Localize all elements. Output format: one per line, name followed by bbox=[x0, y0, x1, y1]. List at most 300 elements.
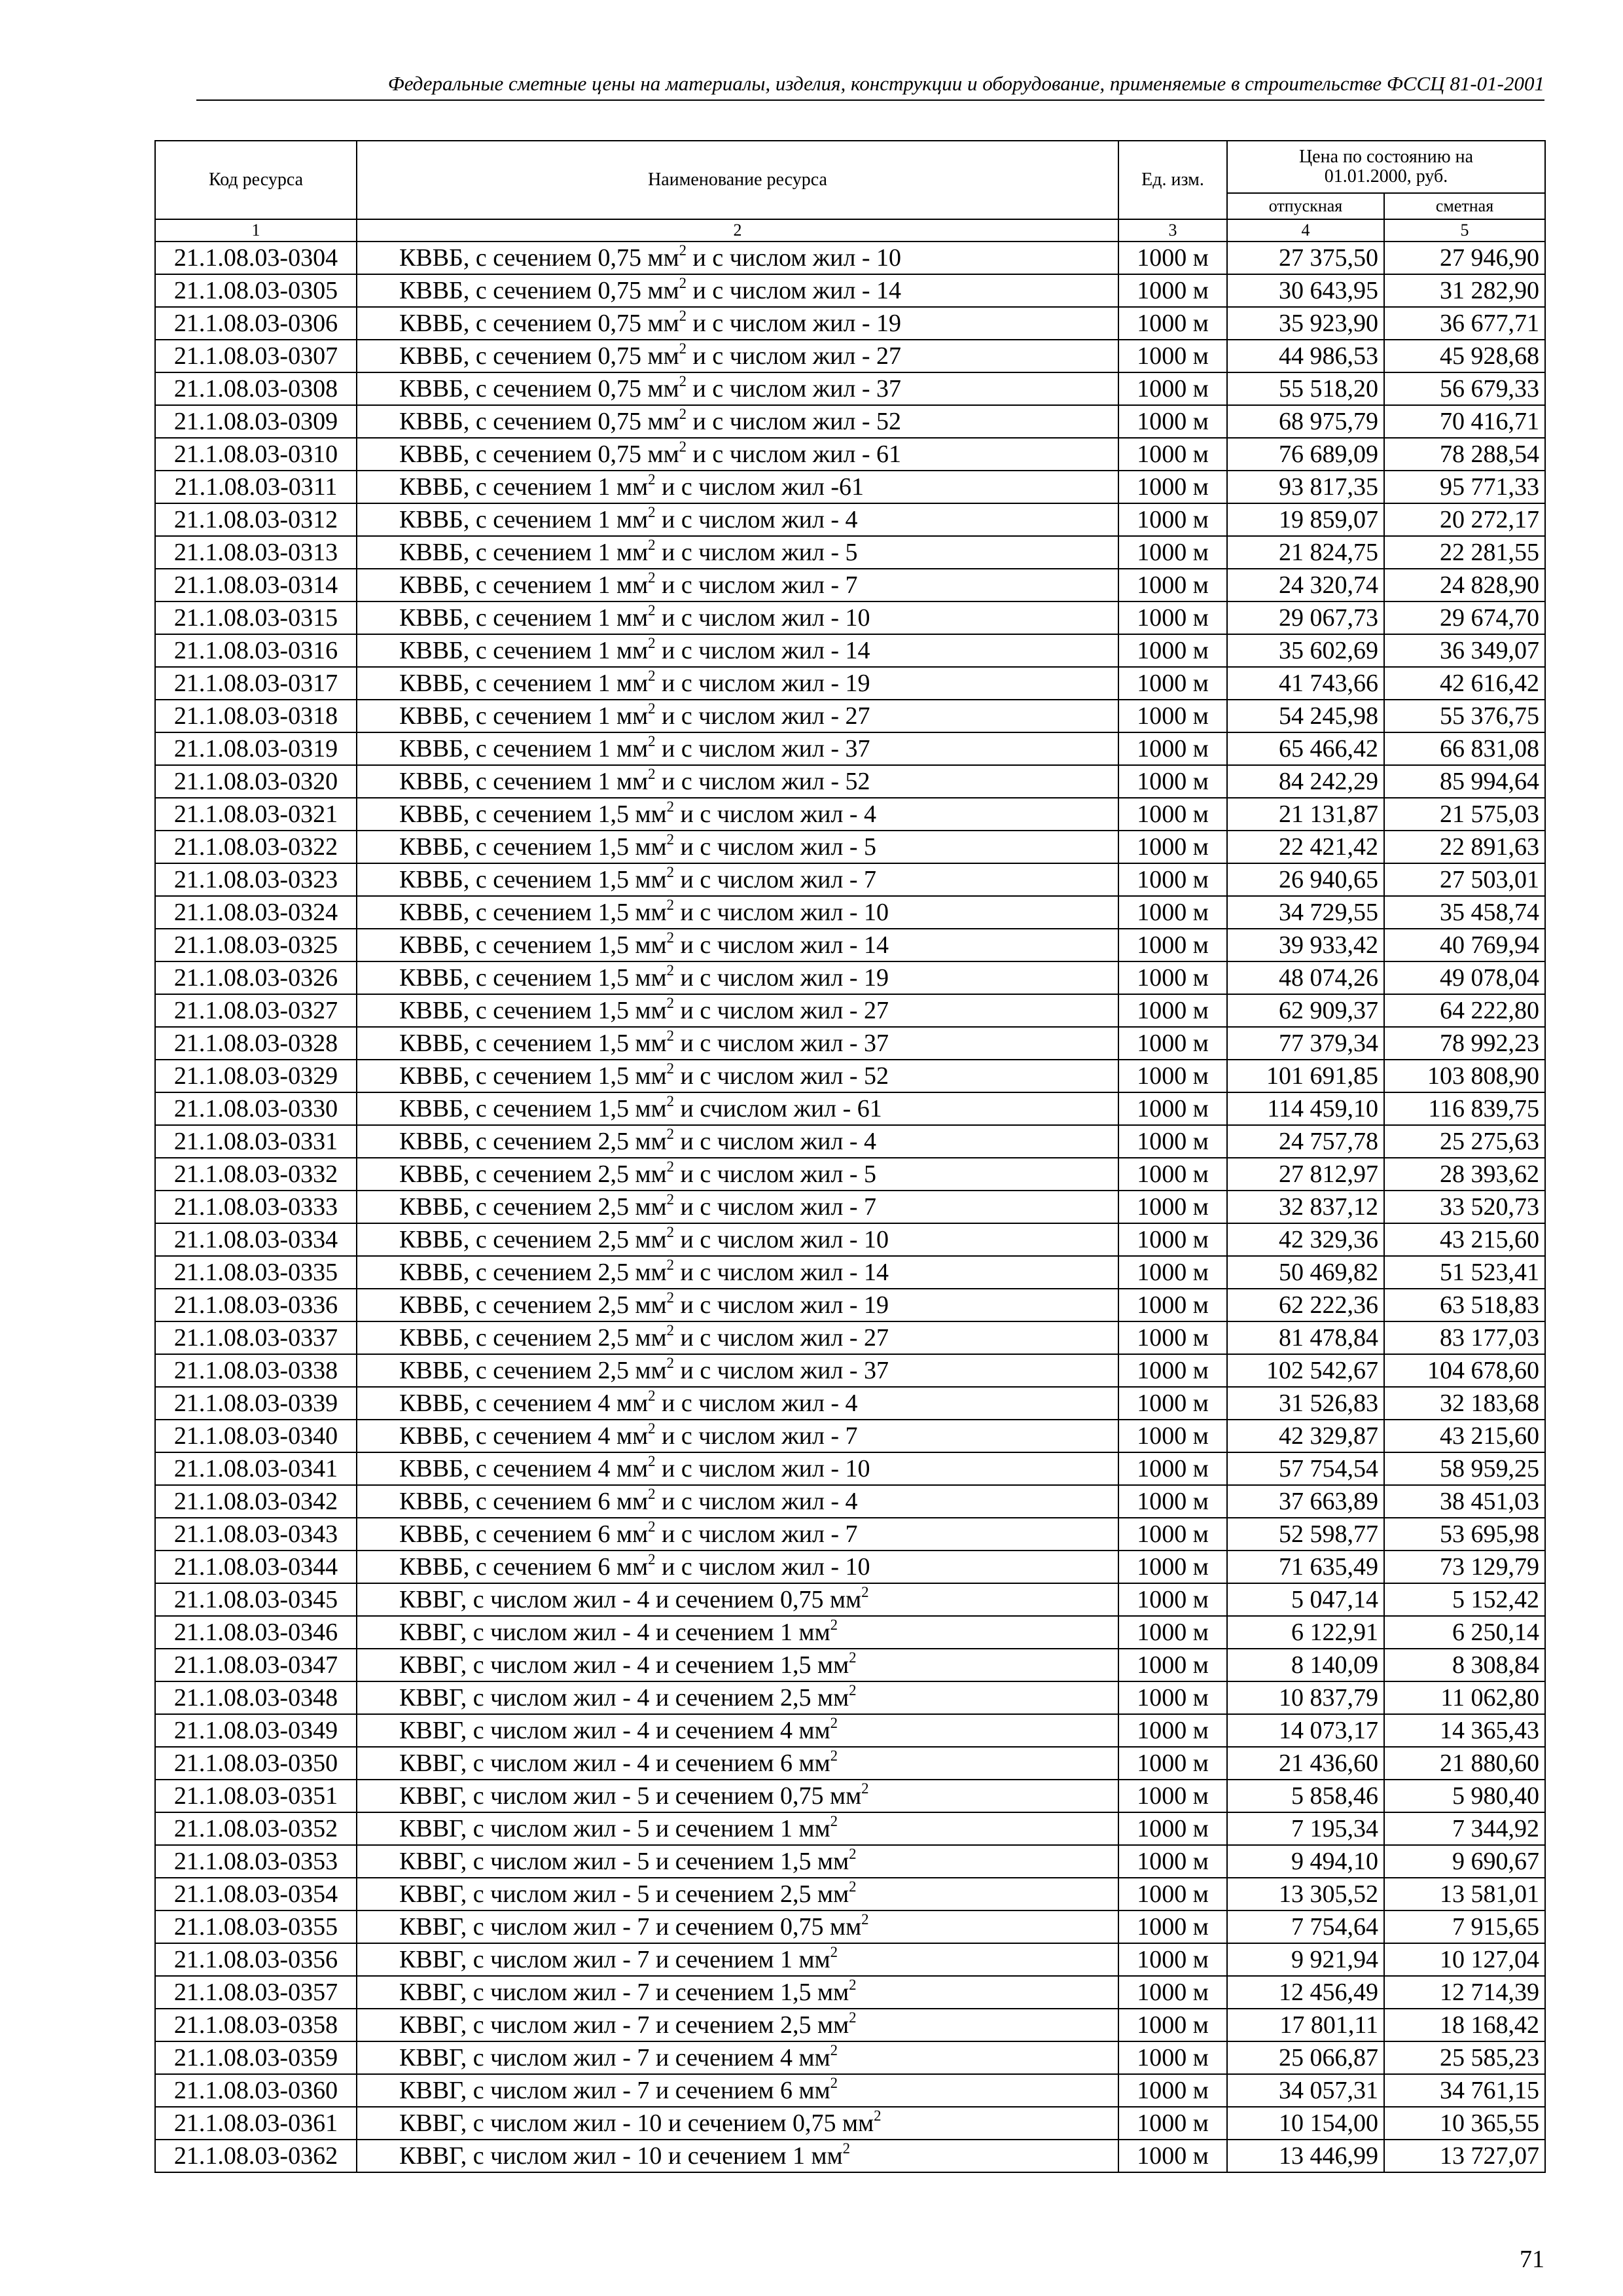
resource-name bbox=[357, 1158, 1118, 1191]
resource-code: 21.1.08.03-0306 bbox=[155, 307, 357, 340]
table-row bbox=[155, 1910, 1545, 1943]
estimate-price: 66 831,08 bbox=[1384, 732, 1545, 765]
running-header: Федеральные сметные цены на материалы, изделия, конструкции и оборудование, применяемые в строительстве ФССЦ 81-01-2001 bbox=[196, 71, 1544, 101]
table-row bbox=[155, 1780, 1545, 1812]
estimate-price: 38 451,03 bbox=[1384, 1485, 1545, 1518]
column-number-2: 2 bbox=[357, 219, 1118, 242]
unit-of-measure: 1000 м bbox=[1118, 929, 1227, 961]
unit-of-measure: 1000 м bbox=[1118, 667, 1227, 700]
estimate-price: 27 503,01 bbox=[1384, 863, 1545, 896]
table-body bbox=[155, 242, 1545, 2172]
release-price: 35 923,90 bbox=[1227, 307, 1384, 340]
unit-of-measure: 1000 м bbox=[1118, 1976, 1227, 2009]
resource-name bbox=[357, 1780, 1118, 1812]
resource-name bbox=[357, 1681, 1118, 1714]
table-row bbox=[155, 1812, 1545, 1845]
resource-name bbox=[357, 601, 1118, 634]
unit-exponent: 2 bbox=[648, 471, 656, 488]
resource-name-suffix: и с числом жил - 10 bbox=[655, 604, 870, 632]
unit-exponent: 2 bbox=[830, 2075, 838, 2092]
unit-of-measure: 1000 м bbox=[1118, 569, 1227, 601]
resource-name-text: КВВБ, с сечением 1,5 мм bbox=[399, 1095, 667, 1122]
unit-exponent: 2 bbox=[648, 504, 656, 521]
resource-name bbox=[357, 536, 1118, 569]
release-price: 54 245,98 bbox=[1227, 700, 1384, 732]
unit-exponent: 2 bbox=[666, 1224, 675, 1241]
unit-of-measure: 1000 м bbox=[1118, 1289, 1227, 1321]
resource-name-text: КВВБ, с сечением 1,5 мм bbox=[399, 964, 667, 992]
release-price: 77 379,34 bbox=[1227, 1027, 1384, 1060]
unit-of-measure: 1000 м bbox=[1118, 732, 1227, 765]
unit-of-measure: 1000 м bbox=[1118, 1878, 1227, 1910]
table-row bbox=[155, 307, 1545, 340]
header-unit: Ед. изм. bbox=[1118, 141, 1227, 219]
unit-of-measure: 1000 м bbox=[1118, 896, 1227, 929]
resource-name-text: КВВБ, с сечением 1 мм bbox=[399, 473, 649, 501]
resource-code: 21.1.08.03-0332 bbox=[155, 1158, 357, 1191]
estimate-price: 33 520,73 bbox=[1384, 1191, 1545, 1223]
table-row bbox=[155, 2009, 1545, 2041]
resource-code: 21.1.08.03-0351 bbox=[155, 1780, 357, 1812]
resource-name-text: КВВБ, с сечением 1 мм bbox=[399, 539, 649, 566]
unit-exponent: 2 bbox=[648, 537, 656, 554]
release-price: 39 933,42 bbox=[1227, 929, 1384, 961]
resource-code: 21.1.08.03-0319 bbox=[155, 732, 357, 765]
unit-of-measure: 1000 м bbox=[1118, 471, 1227, 503]
resource-name-suffix: и с числом жил - 27 bbox=[655, 702, 870, 730]
table-row bbox=[155, 1158, 1545, 1191]
resource-code: 21.1.08.03-0326 bbox=[155, 961, 357, 994]
resource-name bbox=[357, 242, 1118, 274]
table-row bbox=[155, 1943, 1545, 1976]
estimate-price: 49 078,04 bbox=[1384, 961, 1545, 994]
resource-code: 21.1.08.03-0348 bbox=[155, 1681, 357, 1714]
estimate-price: 22 891,63 bbox=[1384, 831, 1545, 863]
unit-exponent: 2 bbox=[679, 275, 687, 292]
resource-name bbox=[357, 1976, 1118, 2009]
release-price: 42 329,36 bbox=[1227, 1223, 1384, 1256]
resource-name-text: КВВГ, с числом жил - 7 и сечением 4 мм bbox=[399, 2044, 830, 2072]
resource-code: 21.1.08.03-0355 bbox=[155, 1910, 357, 1943]
resource-name bbox=[357, 1551, 1118, 1583]
estimate-price: 70 416,71 bbox=[1384, 405, 1545, 438]
unit-exponent: 2 bbox=[849, 1977, 857, 1994]
unit-of-measure: 1000 м bbox=[1118, 1452, 1227, 1485]
estimate-price: 10 127,04 bbox=[1384, 1943, 1545, 1976]
resource-name-suffix: и с числом жил - 37 bbox=[674, 1030, 889, 1057]
resource-name-text: КВВГ, с числом жил - 7 и сечением 1 мм bbox=[399, 1946, 830, 1973]
resource-name-text: КВВБ, с сечением 4 мм bbox=[399, 1455, 649, 1482]
estimate-price: 14 365,43 bbox=[1384, 1714, 1545, 1747]
release-price: 52 598,77 bbox=[1227, 1518, 1384, 1551]
unit-exponent: 2 bbox=[679, 439, 687, 456]
resource-code: 21.1.08.03-0350 bbox=[155, 1747, 357, 1780]
release-price: 55 518,20 bbox=[1227, 372, 1384, 405]
resource-name-text: КВВБ, с сечением 0,75 мм bbox=[399, 440, 679, 468]
table-row bbox=[155, 1125, 1545, 1158]
resource-code: 21.1.08.03-0336 bbox=[155, 1289, 357, 1321]
resource-name-text: КВВБ, с сечением 1 мм bbox=[399, 637, 649, 664]
release-price: 5 047,14 bbox=[1227, 1583, 1384, 1616]
table-row bbox=[155, 1649, 1545, 1681]
resource-name-suffix: и с числом жил - 19 bbox=[687, 310, 902, 337]
resource-name-suffix: и с числом жил -61 bbox=[655, 473, 865, 501]
resource-code: 21.1.08.03-0354 bbox=[155, 1878, 357, 1910]
table-row bbox=[155, 1714, 1545, 1747]
price-table bbox=[154, 140, 1546, 2173]
resource-code: 21.1.08.03-0327 bbox=[155, 994, 357, 1027]
estimate-price: 21 575,03 bbox=[1384, 798, 1545, 831]
resource-name bbox=[357, 569, 1118, 601]
release-price: 25 066,87 bbox=[1227, 2041, 1384, 2074]
release-price: 26 940,65 bbox=[1227, 863, 1384, 896]
resource-name bbox=[357, 634, 1118, 667]
resource-name-text: КВВБ, с сечением 1,5 мм bbox=[399, 1062, 667, 1090]
resource-name-suffix: и с числом жил - 14 bbox=[687, 277, 902, 304]
release-price: 34 729,55 bbox=[1227, 896, 1384, 929]
resource-name bbox=[357, 961, 1118, 994]
release-price: 30 643,95 bbox=[1227, 274, 1384, 307]
resource-name bbox=[357, 405, 1118, 438]
resource-name bbox=[357, 1256, 1118, 1289]
resource-code: 21.1.08.03-0322 bbox=[155, 831, 357, 863]
estimate-price: 13 581,01 bbox=[1384, 1878, 1545, 1910]
resource-name-suffix: и с числом жил - 4 bbox=[655, 1390, 858, 1417]
estimate-price: 40 769,94 bbox=[1384, 929, 1545, 961]
unit-of-measure: 1000 м bbox=[1118, 1354, 1227, 1387]
unit-of-measure: 1000 м bbox=[1118, 1681, 1227, 1714]
unit-of-measure: 1000 м bbox=[1118, 242, 1227, 274]
table-row bbox=[155, 634, 1545, 667]
unit-of-measure: 1000 м bbox=[1118, 405, 1227, 438]
estimate-price: 7 344,92 bbox=[1384, 1812, 1545, 1845]
header-price-group: Цена по состоянию на 01.01.2000, руб. bbox=[1227, 141, 1545, 193]
unit-of-measure: 1000 м bbox=[1118, 1943, 1227, 1976]
unit-exponent: 2 bbox=[666, 1289, 675, 1306]
resource-name-suffix: и с числом жил - 4 bbox=[655, 1488, 858, 1515]
resource-code: 21.1.08.03-0307 bbox=[155, 340, 357, 372]
resource-name bbox=[357, 929, 1118, 961]
resource-name bbox=[357, 1420, 1118, 1452]
resource-name-text: КВВГ, с числом жил - 4 и сечением 1,5 мм bbox=[399, 1651, 849, 1679]
unit-of-measure: 1000 м bbox=[1118, 961, 1227, 994]
table-row bbox=[155, 1551, 1545, 1583]
unit-of-measure: 1000 м bbox=[1118, 2107, 1227, 2140]
resource-name bbox=[357, 340, 1118, 372]
release-price: 22 421,42 bbox=[1227, 831, 1384, 863]
unit-exponent: 2 bbox=[830, 1748, 838, 1765]
resource-name-text: КВВБ, с сечением 1 мм bbox=[399, 506, 649, 533]
estimate-price: 42 616,42 bbox=[1384, 667, 1545, 700]
resource-name-text: КВВБ, с сечением 2,5 мм bbox=[399, 1160, 667, 1188]
resource-name bbox=[357, 274, 1118, 307]
unit-exponent: 2 bbox=[830, 1944, 838, 1961]
resource-name-text: КВВБ, с сечением 1 мм bbox=[399, 768, 649, 795]
unit-of-measure: 1000 м bbox=[1118, 1092, 1227, 1125]
table-row bbox=[155, 732, 1545, 765]
table-row bbox=[155, 471, 1545, 503]
unit-of-measure: 1000 м bbox=[1118, 1551, 1227, 1583]
resource-name-suffix: и с числом жил - 19 bbox=[655, 670, 870, 697]
resource-name bbox=[357, 307, 1118, 340]
resource-name bbox=[357, 1714, 1118, 1747]
resource-name bbox=[357, 438, 1118, 471]
table-row bbox=[155, 831, 1545, 863]
unit-of-measure: 1000 м bbox=[1118, 1420, 1227, 1452]
release-price: 21 131,87 bbox=[1227, 798, 1384, 831]
resource-code: 21.1.08.03-0344 bbox=[155, 1551, 357, 1583]
unit-exponent: 2 bbox=[679, 242, 687, 259]
unit-exponent: 2 bbox=[648, 1486, 656, 1503]
release-price: 102 542,67 bbox=[1227, 1354, 1384, 1387]
unit-exponent: 2 bbox=[666, 1093, 675, 1110]
resource-code: 21.1.08.03-0335 bbox=[155, 1256, 357, 1289]
table-row bbox=[155, 242, 1545, 274]
unit-of-measure: 1000 м bbox=[1118, 1125, 1227, 1158]
resource-name-text: КВВБ, с сечением 2,5 мм bbox=[399, 1291, 667, 1319]
resource-name-suffix: и с числом жил - 27 bbox=[674, 1324, 889, 1352]
resource-name-suffix: и с числом жил - 10 bbox=[687, 244, 902, 272]
table-row bbox=[155, 765, 1545, 798]
table-row bbox=[155, 1878, 1545, 1910]
estimate-price: 5 980,40 bbox=[1384, 1780, 1545, 1812]
release-price: 6 122,91 bbox=[1227, 1616, 1384, 1649]
release-price: 24 320,74 bbox=[1227, 569, 1384, 601]
table-row bbox=[155, 372, 1545, 405]
resource-name-text: КВВБ, с сечением 2,5 мм bbox=[399, 1357, 667, 1384]
resource-name-suffix: и с числом жил - 14 bbox=[655, 637, 870, 664]
resource-name-text: КВВГ, с числом жил - 10 и сечением 1 мм bbox=[399, 2142, 843, 2170]
resource-code: 21.1.08.03-0331 bbox=[155, 1125, 357, 1158]
resource-name bbox=[357, 667, 1118, 700]
header-release-price: отпускная bbox=[1227, 193, 1384, 219]
resource-name-text: КВВБ, с сечением 1,5 мм bbox=[399, 800, 667, 828]
unit-of-measure: 1000 м bbox=[1118, 1060, 1227, 1092]
resource-name-suffix: и с числом жил - 5 bbox=[674, 833, 877, 861]
table-row bbox=[155, 405, 1545, 438]
resource-name-text: КВВБ, с сечением 1 мм bbox=[399, 571, 649, 599]
resource-code: 21.1.08.03-0343 bbox=[155, 1518, 357, 1551]
table-row bbox=[155, 1223, 1545, 1256]
unit-exponent: 2 bbox=[666, 864, 675, 881]
estimate-price: 27 946,90 bbox=[1384, 242, 1545, 274]
unit-exponent: 2 bbox=[849, 2009, 857, 2026]
estimate-price: 45 928,68 bbox=[1384, 340, 1545, 372]
resource-name-text: КВВГ, с числом жил - 4 и сечением 4 мм bbox=[399, 1717, 830, 1744]
page-number: 71 bbox=[1520, 2246, 1544, 2273]
release-price: 14 073,17 bbox=[1227, 1714, 1384, 1747]
release-price: 27 375,50 bbox=[1227, 242, 1384, 274]
resource-name-text: КВВГ, с числом жил - 5 и сечением 2,5 мм bbox=[399, 1880, 849, 1908]
resource-name-suffix: и с числом жил - 14 bbox=[674, 931, 889, 959]
resource-name bbox=[357, 1223, 1118, 1256]
table-row bbox=[155, 896, 1545, 929]
table-row bbox=[155, 1092, 1545, 1125]
release-price: 101 691,85 bbox=[1227, 1060, 1384, 1092]
resource-code: 21.1.08.03-0347 bbox=[155, 1649, 357, 1681]
resource-name-text: КВВБ, с сечением 1,5 мм bbox=[399, 866, 667, 893]
release-price: 34 057,31 bbox=[1227, 2074, 1384, 2107]
table-row bbox=[155, 340, 1545, 372]
release-price: 65 466,42 bbox=[1227, 732, 1384, 765]
resource-name bbox=[357, 1060, 1118, 1092]
table-row bbox=[155, 994, 1545, 1027]
resource-name-text: КВВБ, с сечением 2,5 мм bbox=[399, 1193, 667, 1221]
release-price: 27 812,97 bbox=[1227, 1158, 1384, 1191]
unit-of-measure: 1000 м bbox=[1118, 2009, 1227, 2041]
table-row bbox=[155, 1518, 1545, 1551]
resource-name bbox=[357, 700, 1118, 732]
resource-name-suffix: и с числом жил - 4 bbox=[674, 800, 877, 828]
header-estimate-price: сметная bbox=[1384, 193, 1545, 219]
table-row bbox=[155, 1681, 1545, 1714]
unit-of-measure: 1000 м bbox=[1118, 700, 1227, 732]
resource-code: 21.1.08.03-0341 bbox=[155, 1452, 357, 1485]
unit-exponent: 2 bbox=[648, 1453, 656, 1470]
resource-code: 21.1.08.03-0357 bbox=[155, 1976, 357, 2009]
release-price: 37 663,89 bbox=[1227, 1485, 1384, 1518]
header-code: Код ресурса bbox=[155, 141, 357, 219]
estimate-price: 5 152,42 bbox=[1384, 1583, 1545, 1616]
unit-exponent: 2 bbox=[648, 1518, 656, 1535]
estimate-price: 28 393,62 bbox=[1384, 1158, 1545, 1191]
resource-name-text: КВВГ, с числом жил - 4 и сечением 1 мм bbox=[399, 1619, 830, 1646]
table-row bbox=[155, 274, 1545, 307]
resource-code: 21.1.08.03-0324 bbox=[155, 896, 357, 929]
estimate-price: 24 828,90 bbox=[1384, 569, 1545, 601]
table-row bbox=[155, 798, 1545, 831]
resource-name bbox=[357, 863, 1118, 896]
resource-code: 21.1.08.03-0308 bbox=[155, 372, 357, 405]
release-price: 71 635,49 bbox=[1227, 1551, 1384, 1583]
release-price: 29 067,73 bbox=[1227, 601, 1384, 634]
unit-exponent: 2 bbox=[679, 340, 687, 357]
table-row bbox=[155, 438, 1545, 471]
estimate-price: 31 282,90 bbox=[1384, 274, 1545, 307]
release-price: 21 436,60 bbox=[1227, 1747, 1384, 1780]
resource-code: 21.1.08.03-0318 bbox=[155, 700, 357, 732]
estimate-price: 10 365,55 bbox=[1384, 2107, 1545, 2140]
resource-name bbox=[357, 2140, 1118, 2172]
resource-name bbox=[357, 1289, 1118, 1321]
resource-code: 21.1.08.03-0356 bbox=[155, 1943, 357, 1976]
resource-name-suffix: и с числом жил - 37 bbox=[655, 735, 870, 762]
unit-exponent: 2 bbox=[648, 668, 656, 685]
release-price: 13 446,99 bbox=[1227, 2140, 1384, 2172]
resource-name-text: КВВГ, с числом жил - 7 и сечением 2,5 мм bbox=[399, 2011, 849, 2039]
unit-of-measure: 1000 м bbox=[1118, 1714, 1227, 1747]
resource-name bbox=[357, 1649, 1118, 1681]
table-row bbox=[155, 1420, 1545, 1452]
estimate-price: 53 695,98 bbox=[1384, 1518, 1545, 1551]
release-price: 81 478,84 bbox=[1227, 1321, 1384, 1354]
release-price: 19 859,07 bbox=[1227, 503, 1384, 536]
unit-of-measure: 1000 м bbox=[1118, 1649, 1227, 1681]
unit-exponent: 2 bbox=[861, 1911, 869, 1928]
resource-code: 21.1.08.03-0317 bbox=[155, 667, 357, 700]
estimate-price: 64 222,80 bbox=[1384, 994, 1545, 1027]
estimate-price: 36 677,71 bbox=[1384, 307, 1545, 340]
estimate-price: 43 215,60 bbox=[1384, 1420, 1545, 1452]
column-number-3: 3 bbox=[1118, 219, 1227, 242]
resource-name bbox=[357, 1485, 1118, 1518]
release-price: 84 242,29 bbox=[1227, 765, 1384, 798]
unit-of-measure: 1000 м bbox=[1118, 307, 1227, 340]
estimate-price: 13 727,07 bbox=[1384, 2140, 1545, 2172]
resource-name-text: КВВБ, с сечением 1 мм bbox=[399, 604, 649, 632]
table-row bbox=[155, 863, 1545, 896]
unit-exponent: 2 bbox=[648, 1388, 656, 1405]
resource-code: 21.1.08.03-0358 bbox=[155, 2009, 357, 2041]
unit-exponent: 2 bbox=[648, 569, 656, 586]
unit-of-measure: 1000 м bbox=[1118, 274, 1227, 307]
estimate-price: 25 275,63 bbox=[1384, 1125, 1545, 1158]
estimate-price: 21 880,60 bbox=[1384, 1747, 1545, 1780]
unit-exponent: 2 bbox=[861, 1780, 869, 1797]
unit-of-measure: 1000 м bbox=[1118, 503, 1227, 536]
resource-code: 21.1.08.03-0329 bbox=[155, 1060, 357, 1092]
unit-exponent: 2 bbox=[648, 635, 656, 652]
table-row bbox=[155, 1845, 1545, 1878]
unit-of-measure: 1000 м bbox=[1118, 340, 1227, 372]
resource-code: 21.1.08.03-0334 bbox=[155, 1223, 357, 1256]
resource-code: 21.1.08.03-0304 bbox=[155, 242, 357, 274]
resource-name bbox=[357, 1354, 1118, 1387]
resource-name bbox=[357, 1387, 1118, 1420]
release-price: 76 689,09 bbox=[1227, 438, 1384, 471]
resource-name-suffix: и с числом жил - 52 bbox=[687, 408, 902, 435]
release-price: 32 837,12 bbox=[1227, 1191, 1384, 1223]
unit-of-measure: 1000 м bbox=[1118, 831, 1227, 863]
column-number-4: 4 bbox=[1227, 219, 1384, 242]
resource-name-text: КВВГ, с числом жил - 4 и сечением 2,5 мм bbox=[399, 1684, 849, 1712]
table-row bbox=[155, 961, 1545, 994]
unit-exponent: 2 bbox=[849, 1846, 857, 1863]
resource-name bbox=[357, 471, 1118, 503]
column-number-1: 1 bbox=[155, 219, 357, 242]
release-price: 9 494,10 bbox=[1227, 1845, 1384, 1878]
resource-name-text: КВВБ, с сечением 1,5 мм bbox=[399, 997, 667, 1024]
estimate-price: 7 915,65 bbox=[1384, 1910, 1545, 1943]
release-price: 21 824,75 bbox=[1227, 536, 1384, 569]
release-price: 10 154,00 bbox=[1227, 2107, 1384, 2140]
resource-name bbox=[357, 1878, 1118, 1910]
resource-name bbox=[357, 2009, 1118, 2041]
estimate-price: 6 250,14 bbox=[1384, 1616, 1545, 1649]
estimate-price: 55 376,75 bbox=[1384, 700, 1545, 732]
unit-exponent: 2 bbox=[830, 1813, 838, 1830]
estimate-price: 116 839,75 bbox=[1384, 1092, 1545, 1125]
estimate-price: 12 714,39 bbox=[1384, 1976, 1545, 2009]
estimate-price: 9 690,67 bbox=[1384, 1845, 1545, 1878]
resource-name-text: КВВБ, с сечением 1 мм bbox=[399, 670, 649, 697]
resource-name bbox=[357, 896, 1118, 929]
estimate-price: 104 678,60 bbox=[1384, 1354, 1545, 1387]
resource-name-suffix: и с числом жил - 14 bbox=[674, 1259, 889, 1286]
release-price: 12 456,49 bbox=[1227, 1976, 1384, 2009]
unit-exponent: 2 bbox=[648, 1551, 656, 1568]
unit-exponent: 2 bbox=[849, 1878, 857, 1895]
unit-exponent: 2 bbox=[679, 406, 687, 423]
resource-name-text: КВВГ, с числом жил - 4 и сечением 6 мм bbox=[399, 1749, 830, 1777]
unit-exponent: 2 bbox=[648, 1420, 656, 1437]
unit-exponent: 2 bbox=[666, 995, 675, 1012]
unit-exponent: 2 bbox=[648, 733, 656, 750]
resource-code: 21.1.08.03-0316 bbox=[155, 634, 357, 667]
table-row bbox=[155, 1354, 1545, 1387]
table-row bbox=[155, 1976, 1545, 2009]
resource-name bbox=[357, 1191, 1118, 1223]
